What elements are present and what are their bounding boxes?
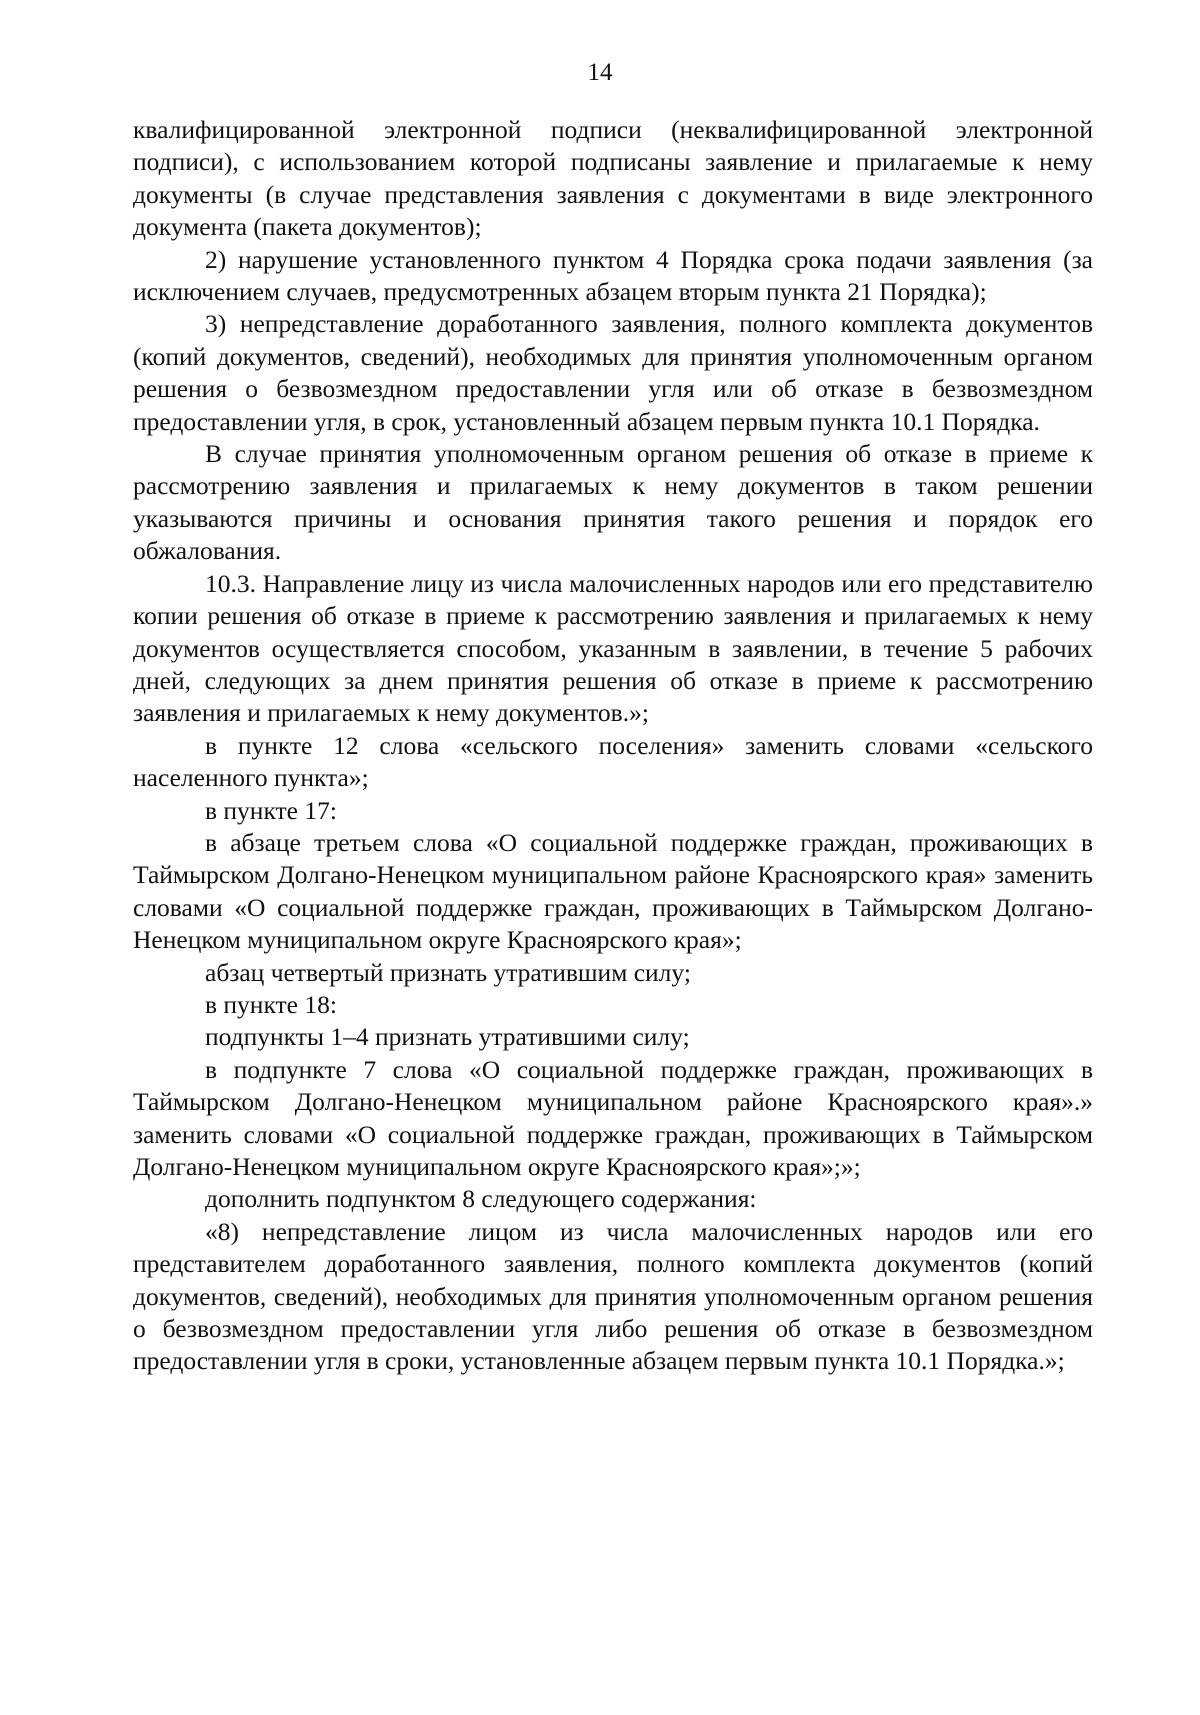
paragraph-subitem-8-text: «8) непредставление лицом из числа малочисленных народов или его представителем доработанного заявления, полного комплекта документов (копий документов, сведений), необходимых для принятия уполномоченным органом решения о безвозмездном предоставлении угля либо решения об отказе в безвозмездном предоставлении угля в сроки, установленные абзацем первым пункта 10.1 Порядка.»; — [133, 1216, 1093, 1376]
paragraph-refusal-reasons: В случае принятия уполномоченным органом решения об отказе в приеме к рассмотрению заявления и прилагаемых к нему документов в таком решении указываются причины и основания принятия такого решения и порядок его обжалования. — [133, 439, 1093, 566]
paragraph-point-18-subitems-1-4: подпункты 1–4 признать утратившими силу; — [205, 1022, 690, 1052]
page-number: 14 — [587, 59, 613, 86]
paragraph-point-17-abzac-4: абзац четвертый признать утратившим силу; — [205, 957, 691, 987]
paragraph-point-18-subitem-7: в подпункте 7 слова «О социальной поддержке граждан, проживающих в Таймырском Долгано-Ненецком муниципальном районе Красноярского края».» заменить словами «О социальной поддержке граждан, проживающих в Таймырском Долгано-Ненецком муниципальном округе Красноярского края»;»; — [133, 1054, 1093, 1181]
paragraph-item-3: 3) непредставление доработанного заявления, полного комплекта документов (копий документов, сведений), необходимых для принятия уполномоченным органом решения о безвозмездном предоставлении угля или об отказе в безвозмездном предоставлении угля, в срок, установленный абзацем первым пункта 10.1 Порядка. — [133, 309, 1093, 436]
paragraph-10-3: 10.3. Направление лицу из числа малочисленных народов или его представителю копии решения об отказе в приеме к рассмотрению заявления и прилагаемых к нему документов осуществляется способом, указанным в заявлении, в течение 5 рабочих дней, следующих за днем принятия решения об отказе в приеме к рассмотрению заявления и прилагаемых к нему документов.»; — [133, 568, 1093, 728]
paragraph-continuation: квалифицированной электронной подписи (неквалифицированной электронной подписи), с использованием которой подписаны заявление и прилагаемые к нему документы (в случае представления заявления с документами в виде электронного документа (пакета документов); — [133, 115, 1093, 242]
paragraph-add-subitem-8: дополнить подпунктом 8 следующего содержания: — [205, 1184, 757, 1214]
paragraph-point-17-abzac-3: в абзаце третьем слова «О социальной поддержке граждан, проживающих в Таймырском Долгано-Ненецком муниципальном районе Красноярского края» заменить словами «О социальной поддержке граждан, проживающих в Таймырском Долгано-Ненецком муниципальном округе Красноярского края»; — [133, 827, 1093, 955]
paragraph-point-17-heading: в пункте 17: — [205, 795, 337, 825]
document-body — [133, 114, 1093, 1378]
paragraph-point-12: в пункте 12 слова «сельского поселения» заменить словами «сельского населенного пункта»; — [133, 730, 1093, 793]
paragraph-item-2: 2) нарушение установленного пунктом 4 Порядка срока подачи заявления (за исключением случаев, предусмотренных абзацем вторым пункта 21 Порядка); — [133, 244, 1093, 307]
paragraph-point-18-heading: в пункте 18: — [205, 989, 337, 1019]
